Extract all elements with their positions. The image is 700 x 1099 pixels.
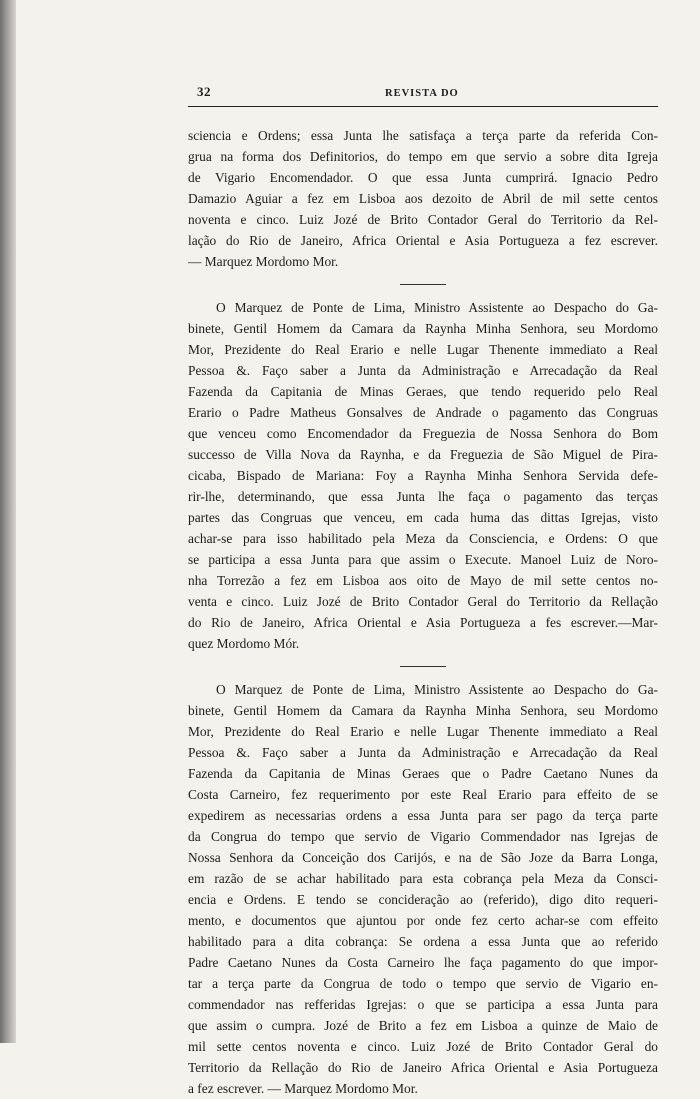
text-line: de Vigario Encomendador. O que essa Junta cumprirá. Ignacio Pedro bbox=[188, 170, 658, 185]
text-line: que assim o cumpra. Jozé de Brito a fez em Lisboa a quinze de Maio de bbox=[188, 1018, 658, 1033]
text-line: sciencia e Ordens; essa Junta lhe satisfaça a terça parte da referida Con- bbox=[188, 128, 658, 143]
section-divider bbox=[400, 284, 446, 285]
text-line: O Marquez de Ponte de Lima, Ministro Assistente ao Despacho do Ga- bbox=[216, 300, 658, 315]
text-line: Erario o Padre Matheus Gonsalves de Andrade o pagamento das Congruas bbox=[188, 405, 658, 420]
text-line: binete, Gentil Homem da Camara da Raynha Minha Senhora, seu Mordomo bbox=[188, 321, 658, 336]
text-line: Fazenda da Capitania de Minas Geraes, que tendo requerido pelo Real bbox=[188, 384, 658, 399]
text-line: venta e cinco. Luiz Jozé de Brito Contador Geral do Territorio da Rellação bbox=[188, 594, 658, 609]
text-line: se participa a essa Junta para que assim o Execute. Manoel Luiz de Noro- bbox=[188, 552, 658, 567]
book-spine-shadow bbox=[0, 0, 16, 1043]
text-line: que venceu como Encomendador da Freguezia de Nossa Senhora do Bom bbox=[188, 426, 658, 441]
text-line: Padre Caetano Nunes da Costa Carneiro lhe faça pagamento do que impor- bbox=[188, 955, 658, 970]
paragraph-3 bbox=[188, 679, 658, 1099]
text-line: do Rio de Janeiro, Africa Oriental e Asia Portugueza a fes escrever.—Mar- bbox=[188, 615, 658, 630]
page-number: 32 bbox=[197, 84, 211, 99]
text-line: partes das Congruas que venceu, em cada huma das dittas Igrejas, visto bbox=[188, 510, 658, 525]
page-body bbox=[188, 125, 658, 1099]
header-rule bbox=[188, 106, 658, 107]
text-line: Territorio da Rellação do Rio de Janeiro Africa Oriental e Asia Portugueza bbox=[188, 1060, 658, 1075]
text-line: Costa Carneiro, fez requerimento por este Real Erario para effeito de se bbox=[188, 787, 658, 802]
text-line: em razão de se achar habilitado para esta cobrança pela Meza da Consci- bbox=[188, 871, 658, 886]
text-line: — Marquez Mordomo Mor. bbox=[188, 254, 339, 269]
text-line: Nossa Senhora da Conceição dos Carijós, e na de São Joze da Barra Longa, bbox=[188, 850, 658, 865]
text-line: da Congrua do tempo que servio de Vigario Commendador nas Igrejas de bbox=[188, 829, 658, 844]
text-line: grua na forma dos Definitorios, do tempo em que servio a sobre dita Igreja bbox=[188, 149, 658, 164]
text-line: Pessoa &. Faço saber a Junta da Administração e Arrecadação da Real bbox=[188, 363, 658, 378]
text-line: Mor, Prezidente do Real Erario e nelle Lugar Thenente immediato a Real bbox=[188, 724, 658, 739]
text-line: O Marquez de Ponte de Lima, Ministro Assistente ao Despacho do Ga- bbox=[216, 682, 658, 697]
paragraph-2 bbox=[188, 297, 658, 654]
text-line: expedirem as necessarias ordens a essa Junta para ser pago da terça parte bbox=[188, 808, 658, 823]
text-line: quez Mordomo Mór. bbox=[188, 636, 300, 651]
text-line: tar a terça parte da Congrua de todo o tempo que servio de Vigario en- bbox=[188, 976, 658, 991]
text-line: Mor, Prezidente do Real Erario e nelle Lugar Thenente immediato a Real bbox=[188, 342, 658, 357]
paragraph-1 bbox=[188, 125, 658, 272]
text-line: nha Torrezão a fez em Lisboa aos oito de Mayo de mil sette centos no- bbox=[188, 573, 658, 588]
text-line: mento, e documentos que ajuntou por onde fez certo achar-se com effeito bbox=[188, 913, 658, 928]
text-line: mil sette centos noventa e cinco. Luiz Jozé de Brito Contador Geral do bbox=[188, 1039, 658, 1054]
text-line: lação do Rio de Janeiro, Africa Oriental e Asia Portugueza a fez escrever. bbox=[188, 233, 658, 248]
text-line: noventa e cinco. Luiz Jozé de Brito Contador Geral do Territorio da Rel- bbox=[188, 212, 658, 227]
text-line: rir-lhe, determinando, que essa Junta lhe faça o pagamento das terças bbox=[188, 489, 658, 504]
text-line: encia e Ordens. E tendo se concideração ao (referido), digo dito requeri- bbox=[188, 892, 658, 907]
text-line: a fez escrever. — Marquez Mordomo Mor. bbox=[188, 1081, 418, 1096]
section-divider bbox=[400, 666, 446, 667]
text-line: Damazio Aguiar a fez em Lisboa aos dezoito de Abril de mil sette centos bbox=[188, 191, 658, 206]
text-line: Fazenda da Capitania de Minas Geraes que o Padre Caetano Nunes da bbox=[188, 766, 658, 781]
text-line: habilitado para a dita cobrança: Se ordena a essa Junta que ao referido bbox=[188, 934, 658, 949]
text-line: binete, Gentil Homem da Camara da Raynha Minha Senhora, seu Mordomo bbox=[188, 703, 658, 718]
text-line: achar-se para isso habilitado pela Meza da Consciencia, e Ordens: O que bbox=[188, 531, 658, 546]
text-line: Pessoa &. Faço saber a Junta da Administração e Arrecadação da Real bbox=[188, 745, 658, 760]
running-title: REVISTA DO bbox=[385, 88, 459, 99]
text-line: successo de Villa Nova da Raynha, e da Freguezia de São Miguel de Pira- bbox=[188, 447, 658, 462]
text-line: commendador nas refferidas Igrejas: o que se participa a essa Junta para bbox=[188, 997, 658, 1012]
text-line: cicaba, Bispado de Mariana: Foy a Raynha Minha Senhora Servida defe- bbox=[188, 468, 658, 483]
